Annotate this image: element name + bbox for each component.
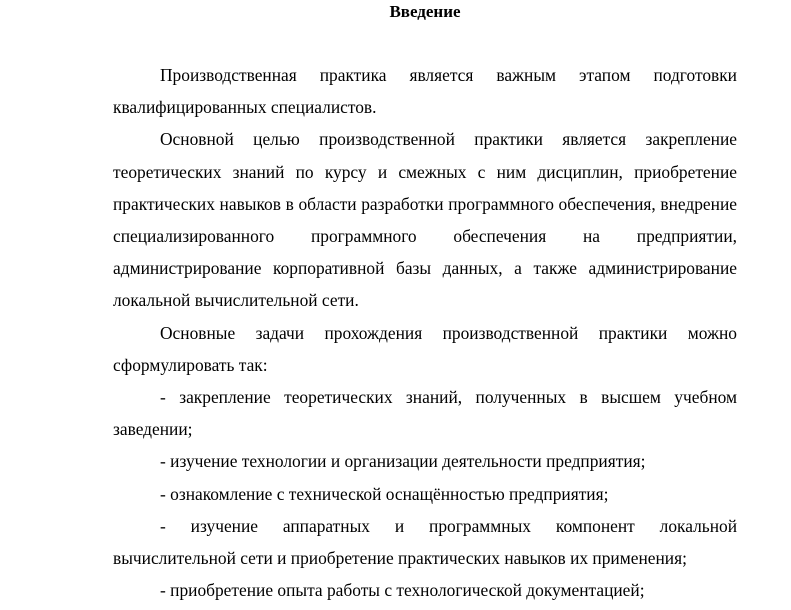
list-item-task-5: - приобретение опыта работы с технологической документацией; (160, 580, 645, 601)
paragraph-intro: Производственная практика является важным этапом подготовки квалифицированных специалистов. (113, 65, 737, 118)
page-title: Введение (389, 2, 461, 21)
document-body (113, 59, 737, 606)
list-item-task-1: - закрепление теоретических знаний, полученных в высшем учебном заведении; (113, 387, 737, 440)
paragraph-tasks-intro: Основные задачи прохождения производственной практики можно сформулировать так: (113, 322, 737, 375)
list-item-task-3: - ознакомление с технической оснащённостью предприятия; (160, 483, 609, 504)
list-item-task-2: - изучение технологии и организации деятельности предприятия; (160, 451, 646, 472)
paragraph-goal: Основной целью производственной практики является закрепление теоретических знаний по курсу и смежных с ним дисциплин, приобретение практических навыков в области разработки программного обеспечения, внедрение специализированного программного обеспечения на предприятии, администрирование корпоративной базы данных, а также администрирование локальной вычислительной сети. (113, 129, 737, 311)
list-item-task-4: - изучение аппаратных и программных компонент локальной вычислительной сети и приобретение практических навыков их применения; (113, 515, 737, 569)
